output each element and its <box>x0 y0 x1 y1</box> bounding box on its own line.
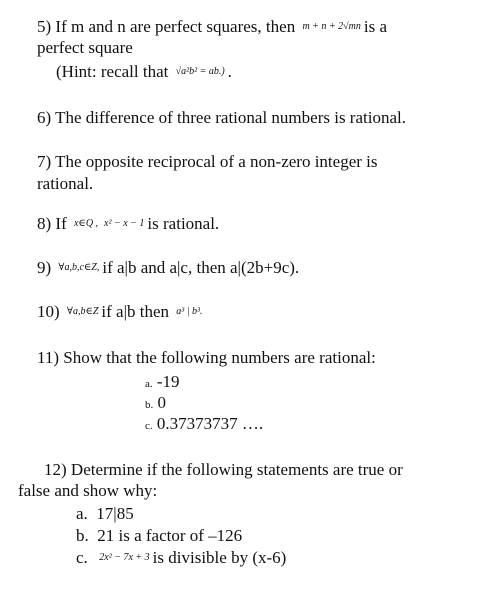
q9-text: if a|b and a|c, then a|(2b+9c). <box>102 258 300 277</box>
q12-item-c <box>76 548 286 568</box>
q5-line2: perfect square <box>37 38 133 57</box>
q11-item-c-value: 0.37373737 …. <box>156 414 264 433</box>
q11-item-c <box>145 414 263 436</box>
q5-line1-end: is a <box>363 17 388 36</box>
q5-line1-text: 5) If m and n are perfect squares, then <box>37 17 300 36</box>
q5-expression: m + n + 2√mn <box>302 21 361 32</box>
q12-item-b <box>76 526 242 546</box>
q12-item-c-text: is divisible by (x-6) <box>152 548 287 567</box>
q7-line2: rational. <box>37 174 94 193</box>
q12-item-c-expression: 2x² − 7x + 3 <box>99 552 150 563</box>
q5-hint-end: . <box>227 62 232 81</box>
q9-line <box>37 258 299 278</box>
q11-item-b-value: 0 <box>157 393 166 412</box>
q12-line1: 12) Determine if the following statements are true or <box>44 460 403 479</box>
q6-text: 6) The difference of three rational numbers is rational. <box>37 108 406 127</box>
q5-line1 <box>37 17 387 37</box>
q11-text: 11) Show that the following numbers are rational: <box>37 348 376 367</box>
q8-expression: x² − x − 1 <box>104 218 145 229</box>
q12-item-c-letter: c. <box>76 548 88 567</box>
q10-line <box>37 302 206 322</box>
q8-condition: x∈Q , <box>73 218 99 229</box>
q12-item-a-text: 17|85 <box>96 504 134 523</box>
q7-line1: 7) The opposite reciprocal of a non-zero integer is <box>37 152 378 171</box>
q12-item-a <box>76 504 134 524</box>
q10-label: 10) <box>37 302 64 321</box>
q11-item-a <box>145 372 180 394</box>
q8-label: 8) If <box>37 214 71 233</box>
q10-condition: ∀a,b∈Z <box>66 306 99 317</box>
q9-label: 9) <box>37 258 56 277</box>
q10-expression: a³ | b³. <box>176 306 203 317</box>
q12-line2: false and show why: <box>18 481 158 500</box>
q8-line <box>37 214 219 234</box>
q10-text: if a|b then <box>101 302 174 321</box>
q12-item-b-letter: b. <box>76 526 89 545</box>
q8-end: is rational. <box>147 214 220 233</box>
q5-hint-text: (Hint: recall that <box>56 62 173 81</box>
q5-hint <box>56 62 232 82</box>
q11-item-a-letter: a. <box>145 378 153 390</box>
q5-hint-expression: √a²b² = ab.) <box>175 66 225 77</box>
q11-item-b-letter: b. <box>145 399 154 411</box>
q12-item-b-text: 21 is a factor of –126 <box>97 526 243 545</box>
q12-item-a-letter: a. <box>76 504 88 523</box>
q9-condition: ∀a,b,c∈Z, <box>58 262 100 273</box>
q11-item-a-value: -19 <box>156 372 180 391</box>
q11-item-b <box>145 393 166 415</box>
q11-item-c-letter: c. <box>145 420 153 432</box>
